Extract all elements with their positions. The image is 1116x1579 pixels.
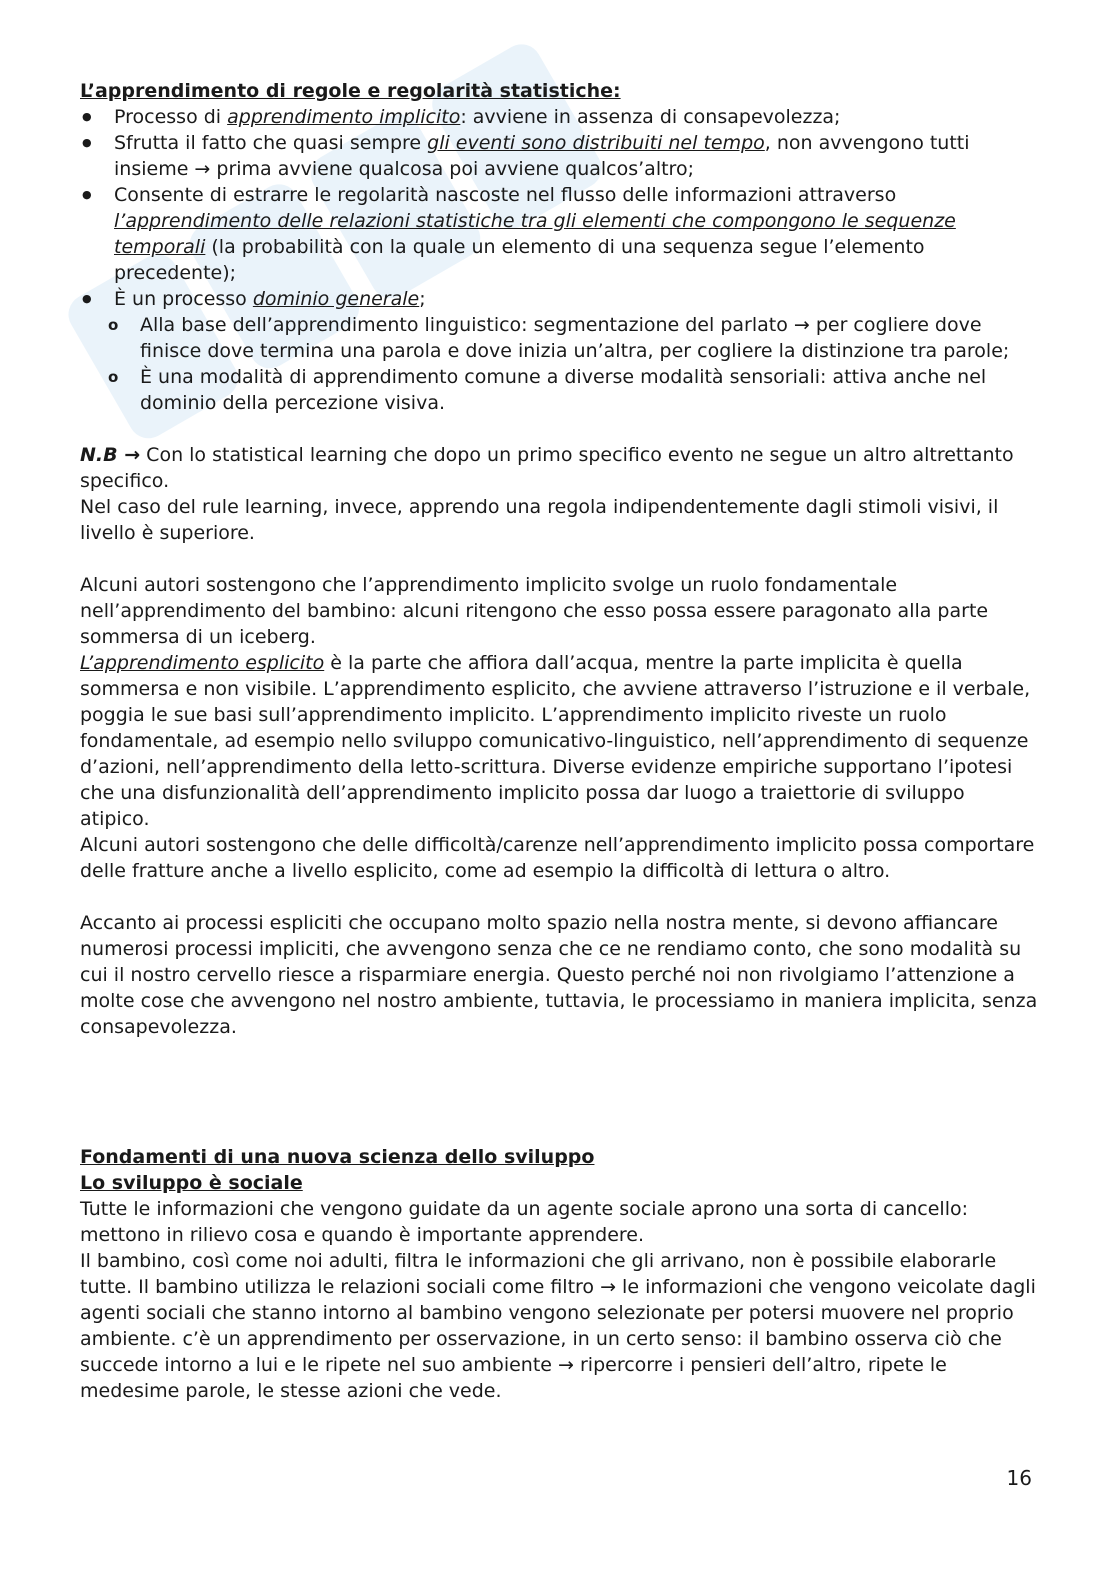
- bullet-list: [80, 104, 1040, 312]
- section-heading-statistical-learning: L’apprendimento di regole e regolarità statistiche:: [80, 80, 621, 102]
- paragraph: Alcuni autori sostengono che delle difficoltà/carenze nell’apprendimento implicito possa comportare delle fratture anche a livello esplicito, come ad esempio la difficoltà di lettura o altro.: [80, 834, 1035, 882]
- paragraph: Nel caso del rule learning, invece, apprendo una regola indipendentemente dagli stimoli visivi, il livello è superiore.: [80, 496, 999, 544]
- nb-paragraph: N.B → Con lo statistical learning che dopo un primo specifico evento ne segue un altro altrettanto specifico.: [80, 444, 1014, 492]
- section-subheading-sociale: Lo sviluppo è sociale: [80, 1172, 303, 1194]
- sub-list-item: o È una modalità di apprendimento comune a diverse modalità sensoriali: attiva anche nel dominio della percezione visiva.: [80, 364, 1040, 416]
- list-item: ● Consente di estrarre le regolarità nascoste nel flusso delle informazioni attraverso l’apprendimento delle relazioni statistiche tra gli elementi che compongono le sequenze temporali (la probabilità con la quale un elemento di una sequenza segue l’elemento precedente);: [80, 182, 1040, 286]
- sub-list-item: o Alla base dell’apprendimento linguistico: segmentazione del parlato → per cogliere dove finisce dove termina una parola e dove inizia un’altra, per cogliere la distinzione tra parole;: [80, 312, 1040, 364]
- section-heading-fondamenti: Fondamenti di una nuova scienza dello sviluppo: [80, 1146, 595, 1168]
- paragraph: Tutte le informazioni che vengono guidate da un agente sociale aprono una sorta di cancello: mettono in rilievo cosa e quando è importante apprendere.: [80, 1198, 969, 1246]
- list-item: ● Processo di apprendimento implicito: avviene in assenza di consapevolezza;: [80, 104, 1040, 130]
- document-page: [80, 78, 1040, 1404]
- sub-list: [80, 312, 1040, 416]
- paragraph: Alcuni autori sostengono che l’apprendimento implicito svolge un ruolo fondamentale nell’apprendimento del bambino: alcuni ritengono che esso possa essere paragonato alla parte sommersa di un iceberg.: [80, 574, 989, 648]
- page-number: 16: [1006, 1466, 1032, 1490]
- paragraph: L’apprendimento esplicito è la parte che affiora dall’acqua, mentre la parte implicita è quella sommersa e non visibile. L’apprendimento esplicito, che avviene attraverso l’istruzione e il verbale, poggia le sue basi sull’apprendimento implicito. L’apprendimento implicito riveste un ruolo fondamentale, ad esempio nello sviluppo comunicativo-linguistico, nell’apprendimento di sequenze d’azioni, nell’apprendimento della letto-scrittura. Diverse evidenze empiriche supportano l’ipotesi che una disfunzionalità dell’apprendimento implicito possa dar luogo a traiettorie di sviluppo atipico.: [80, 652, 1031, 830]
- list-item: ● Sfrutta il fatto che quasi sempre gli eventi sono distribuiti nel tempo, non avvengono tutti insieme → prima avviene qualcosa poi avviene qualcos’altro;: [80, 130, 1040, 182]
- paragraph: Accanto ai processi espliciti che occupano molto spazio nella nostra mente, si devono affiancare numerosi processi impliciti, che avvengono senza che ce ne rendiamo conto, che sono modalità su cui il nostro cervello riesce a risparmiare energia. Questo perché noi non rivolgiamo l’attenzione a molte cose che avvengono nel nostro ambiente, tuttavia, le processiamo in maniera implicita, senza consapevolezza.: [80, 912, 1038, 1038]
- paragraph: Il bambino, così come noi adulti, filtra le informazioni che gli arrivano, non è possibile elaborarle tutte. Il bambino utilizza le relazioni sociali come filtro → le informazioni che vengono veicolate dagli agenti sociali che stanno intorno al bambino vengono selezionate per potersi muovere nel proprio ambiente. c’è un apprendimento per osservazione, in un certo senso: il bambino osserva ciò che succede intorno a lui e le ripete nel suo ambiente → ripercorre i pensieri dell’altro, ripete le medesime parole, le stesse azioni che vede.: [80, 1250, 1036, 1402]
- list-item: ● È un processo dominio generale;: [80, 286, 1040, 312]
